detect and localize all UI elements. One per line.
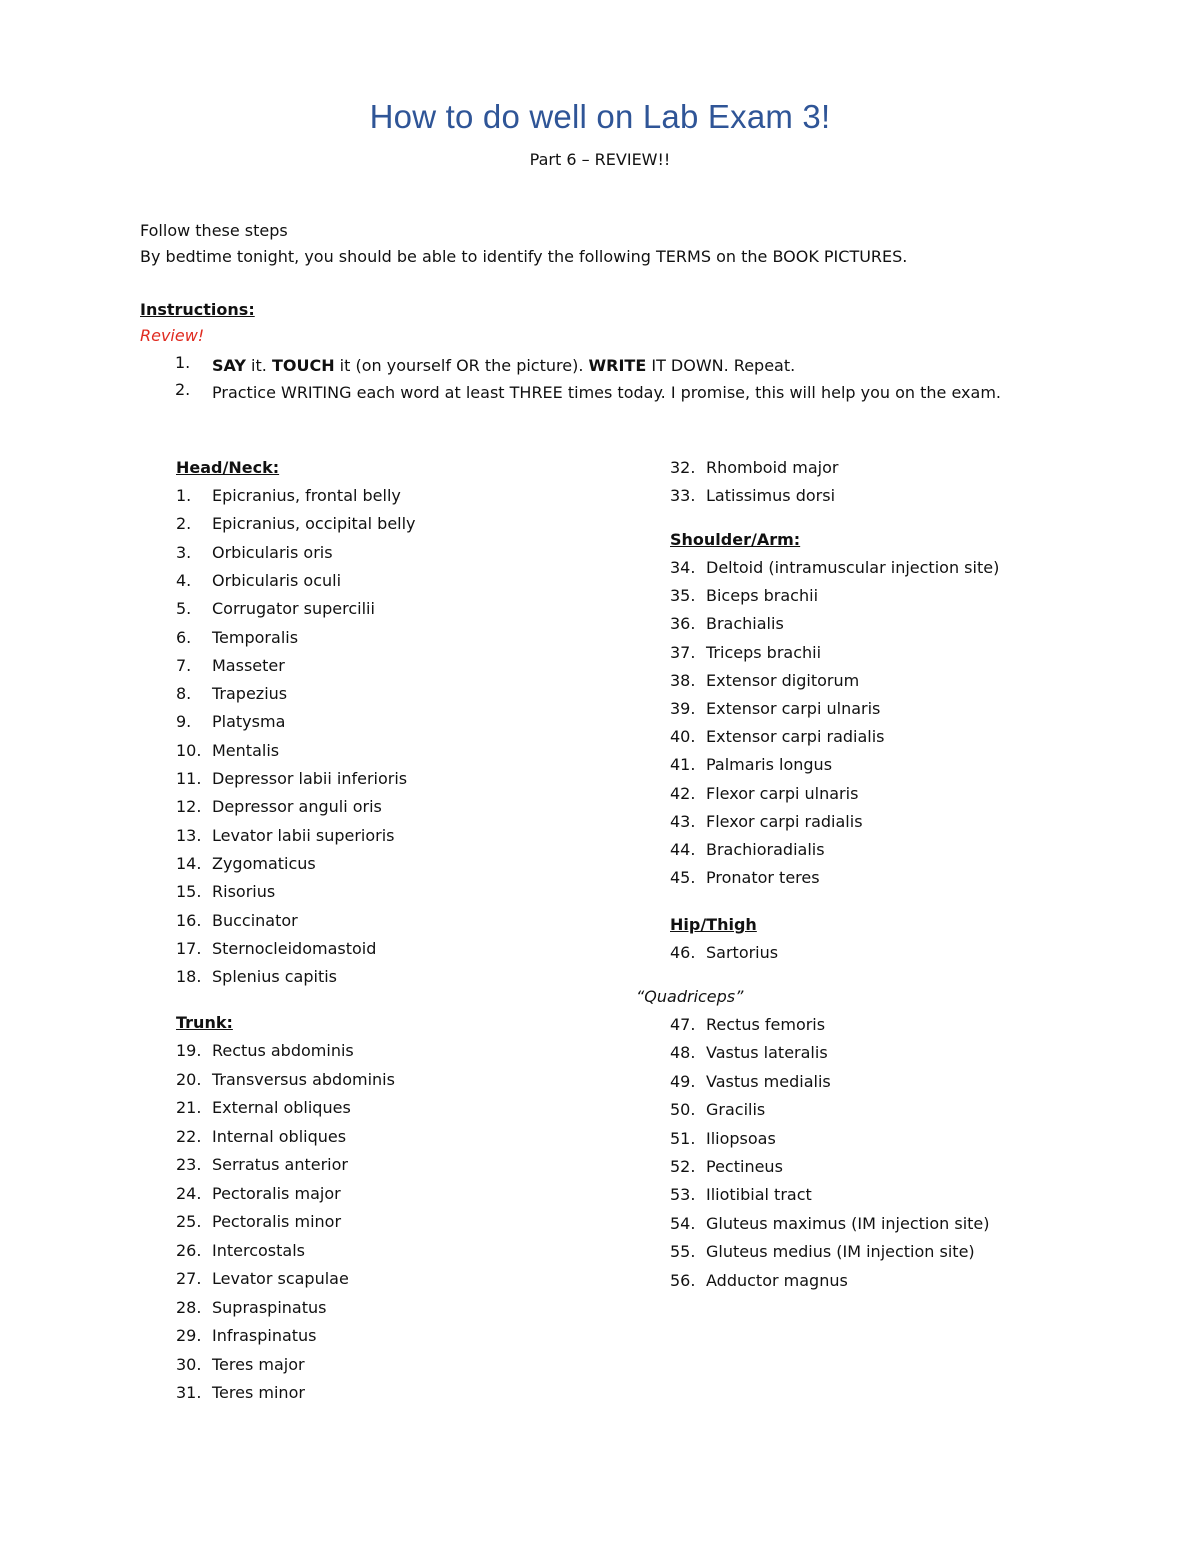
list-item-number: 49. — [670, 1071, 696, 1091]
list-item — [176, 967, 337, 986]
list-item — [670, 868, 820, 887]
list-item — [176, 1184, 341, 1203]
list-item — [176, 769, 407, 788]
list-item-number: 9. — [176, 712, 192, 732]
list-item — [176, 1269, 349, 1288]
list-item-text: Levator labii superioris — [212, 825, 395, 845]
list-item-number: 11. — [176, 769, 202, 788]
instruction-step-number: 1. — [175, 353, 191, 372]
instruction-text-run: IT DOWN. Repeat. — [646, 356, 796, 375]
list-item — [176, 514, 416, 533]
list-item — [176, 826, 395, 845]
list-item — [176, 911, 298, 930]
list-item-number: 52. — [670, 1157, 696, 1176]
list-item-number: 36. — [670, 614, 696, 634]
list-item — [670, 840, 825, 859]
list-item — [176, 684, 287, 703]
list-item-text: Levator scapulae — [212, 1269, 349, 1288]
list-item-text: Gluteus maximus (IM injection site) — [706, 1213, 990, 1233]
list-item-text: Risorius — [212, 882, 276, 902]
instruction-step-text — [212, 353, 1032, 379]
list-item-number: 55. — [670, 1242, 696, 1262]
list-item-text: Deltoid (intramuscular injection site) — [706, 558, 1000, 577]
list-item-number: 10. — [176, 740, 202, 760]
list-item — [176, 797, 382, 816]
list-item-text: Intercostals — [212, 1240, 305, 1260]
list-item-text: Epicranius, frontal belly — [212, 486, 401, 505]
review-label: Review! — [140, 326, 205, 345]
list-item — [176, 1155, 348, 1174]
list-item-text: Sartorius — [706, 943, 779, 962]
list-item — [176, 1127, 346, 1146]
list-item-text: Pronator teres — [706, 868, 820, 888]
list-item-number: 16. — [176, 910, 202, 930]
list-item — [176, 1212, 341, 1231]
instructions-heading: Instructions: — [140, 300, 255, 319]
instruction-step-text — [212, 380, 1032, 406]
list-item-number: 29. — [176, 1326, 202, 1345]
list-item-number: 35. — [670, 586, 696, 606]
intro-line-1: Follow these steps — [140, 221, 288, 240]
list-item — [176, 1241, 305, 1260]
list-item — [176, 628, 298, 647]
list-item — [670, 1271, 848, 1290]
list-item-text: Supraspinatus — [212, 1297, 327, 1317]
instruction-text-run: Practice WRITING each word at least THREE times today. I promise, this will help you on the exam. — [212, 383, 1001, 402]
instruction-text-run: it. — [245, 356, 272, 375]
section-heading: Trunk: — [176, 1013, 233, 1032]
list-item-text: Temporalis — [212, 627, 299, 647]
list-item-text: Extensor carpi radialis — [706, 727, 885, 747]
list-item-text: Pectoralis major — [212, 1183, 341, 1203]
list-item — [176, 1070, 395, 1089]
list-item-text: Internal obliques — [212, 1126, 347, 1146]
page-subtitle: Part 6 – REVIEW!! — [529, 150, 671, 169]
list-item-number: 6. — [176, 627, 192, 647]
list-item-number: 20. — [176, 1069, 202, 1089]
list-item — [670, 1100, 765, 1119]
list-item — [176, 1355, 305, 1374]
list-item-number: 2. — [176, 514, 192, 534]
list-item-number: 24. — [176, 1183, 202, 1203]
list-item-text: Corrugator supercilii — [212, 599, 375, 619]
list-item — [670, 1214, 990, 1233]
list-item-text: Serratus anterior — [212, 1155, 348, 1174]
list-item-text: Infraspinatus — [212, 1326, 317, 1345]
list-item-text: Transversus abdominis — [212, 1069, 395, 1089]
list-item — [670, 614, 784, 633]
list-item — [176, 543, 333, 562]
list-item — [670, 1157, 783, 1176]
list-item-text: Brachioradialis — [706, 840, 825, 859]
list-item-text: Biceps brachii — [706, 586, 819, 606]
list-item-number: 39. — [670, 699, 696, 718]
section-heading: “Quadriceps” — [636, 987, 744, 1006]
instruction-text-run: SAY — [212, 356, 246, 375]
list-item-number: 32. — [670, 458, 696, 477]
list-item-text: Flexor carpi ulnaris — [706, 783, 859, 803]
list-item-number: 26. — [176, 1240, 202, 1260]
list-item — [176, 712, 285, 731]
list-item — [176, 1041, 354, 1060]
list-item-text: Pectoralis minor — [212, 1212, 342, 1231]
section-heading: Hip/Thigh — [670, 915, 757, 934]
list-item-text: Depressor anguli oris — [212, 797, 382, 817]
list-item-number: 17. — [176, 938, 202, 958]
list-item — [176, 599, 375, 618]
instruction-text-run: WRITE — [588, 356, 647, 375]
list-item — [176, 1098, 351, 1117]
list-item-text: Platysma — [212, 712, 286, 732]
list-item-number: 15. — [176, 882, 202, 902]
list-item-number: 30. — [176, 1354, 202, 1374]
page-title: How to do well on Lab Exam 3! — [369, 98, 831, 135]
list-item-number: 42. — [670, 783, 696, 803]
list-item-number: 38. — [670, 670, 696, 690]
list-item-text: Teres minor — [212, 1383, 305, 1402]
list-item-text: Teres major — [212, 1354, 305, 1374]
instruction-step-number: 2. — [175, 380, 191, 399]
list-item-text: Triceps brachii — [706, 642, 822, 662]
list-item-text: Gluteus medius (IM injection site) — [706, 1242, 975, 1262]
list-item-number: 37. — [670, 642, 696, 662]
list-item — [670, 1015, 825, 1034]
list-item-text: Buccinator — [212, 910, 298, 930]
list-item — [670, 486, 835, 505]
list-item-text: Flexor carpi radialis — [706, 811, 863, 831]
list-item — [176, 741, 279, 760]
list-item — [670, 458, 838, 477]
list-item — [670, 671, 859, 690]
list-item-number: 23. — [176, 1155, 202, 1174]
list-item — [670, 812, 863, 831]
list-item-number: 34. — [670, 558, 696, 577]
list-item — [670, 1072, 831, 1091]
list-item-number: 4. — [176, 570, 192, 590]
list-item — [176, 1326, 317, 1345]
list-item-text: Sternocleidomastoid — [212, 938, 377, 958]
list-item — [670, 558, 999, 577]
list-item-number: 47. — [670, 1015, 696, 1034]
list-item-number: 56. — [670, 1270, 696, 1290]
list-item-text: Zygomaticus — [212, 853, 316, 873]
list-item-text: Masseter — [212, 655, 285, 675]
list-item — [670, 643, 821, 662]
list-item — [176, 854, 316, 873]
list-item-number: 25. — [176, 1212, 202, 1231]
list-item-text: Splenius capitis — [212, 967, 338, 987]
list-item — [670, 1043, 828, 1062]
list-item-number: 1. — [176, 486, 192, 505]
list-item-number: 41. — [670, 755, 696, 775]
list-item-number: 31. — [176, 1383, 202, 1402]
list-item — [176, 939, 376, 958]
list-item-text: Rectus femoris — [706, 1015, 826, 1034]
list-item — [670, 699, 880, 718]
list-item-text: Vastus medialis — [706, 1071, 831, 1091]
list-item-number: 5. — [176, 599, 192, 619]
list-item-number: 43. — [670, 811, 696, 831]
list-item-text: Mentalis — [212, 740, 280, 760]
list-item-text: Extensor carpi ulnaris — [706, 699, 881, 718]
list-item-number: 33. — [670, 486, 696, 505]
list-item — [670, 1129, 776, 1148]
list-item-text: Trapezius — [212, 684, 288, 704]
list-item-text: Adductor magnus — [706, 1270, 848, 1290]
list-item — [670, 727, 885, 746]
list-item-number: 19. — [176, 1041, 202, 1060]
list-item-text: Orbicularis oris — [212, 542, 333, 562]
list-item-number: 22. — [176, 1126, 202, 1146]
instruction-text-run: TOUCH — [271, 356, 335, 375]
list-item-text: Latissimus dorsi — [706, 486, 836, 505]
list-item-number: 21. — [176, 1098, 202, 1117]
list-item-text: Iliotibial tract — [706, 1185, 812, 1205]
list-item-number: 51. — [670, 1128, 696, 1148]
list-item — [670, 586, 818, 605]
list-item-number: 7. — [176, 655, 192, 675]
list-item-number: 18. — [176, 967, 202, 987]
section-heading: Head/Neck: — [176, 458, 280, 477]
list-item-number: 12. — [176, 797, 202, 817]
list-item-number: 13. — [176, 825, 202, 845]
list-item-text: Extensor digitorum — [706, 670, 860, 690]
list-item-number: 8. — [176, 684, 192, 704]
list-item — [176, 882, 275, 901]
list-item — [176, 1383, 305, 1402]
list-item-text: Palmaris longus — [706, 755, 833, 775]
list-item — [670, 755, 832, 774]
instruction-text-run: it (on yourself OR the picture). — [334, 356, 589, 375]
list-item-number: 53. — [670, 1185, 696, 1205]
list-item-number: 28. — [176, 1297, 202, 1317]
list-item — [670, 943, 778, 962]
list-item-number: 14. — [176, 853, 202, 873]
list-item-text: Pectineus — [706, 1157, 783, 1176]
list-item-number: 40. — [670, 727, 696, 747]
list-item — [176, 656, 285, 675]
list-item-text: Vastus lateralis — [706, 1043, 828, 1063]
list-item-number: 48. — [670, 1043, 696, 1063]
list-item — [176, 571, 341, 590]
list-item — [670, 1242, 975, 1261]
list-item-number: 54. — [670, 1213, 696, 1233]
list-item-number: 44. — [670, 840, 696, 859]
list-item — [670, 1185, 812, 1204]
list-item — [176, 486, 401, 505]
list-item — [176, 1298, 326, 1317]
list-item-text: Epicranius, occipital belly — [212, 514, 416, 534]
list-item-text: Gracilis — [706, 1100, 766, 1120]
list-item-number: 46. — [670, 943, 696, 962]
list-item-text: Rectus abdominis — [212, 1041, 354, 1060]
intro-line-2: By bedtime tonight, you should be able to identify the following TERMS on the BOOK PICTURES. — [140, 247, 908, 266]
list-item-text: External obliques — [212, 1098, 351, 1117]
list-item-number: 3. — [176, 542, 192, 562]
list-item-number: 27. — [176, 1269, 202, 1288]
list-item-text: Iliopsoas — [706, 1128, 776, 1148]
list-item-text: Orbicularis oculi — [212, 570, 342, 590]
list-item-text: Rhomboid major — [706, 458, 839, 477]
list-item-text: Brachialis — [706, 614, 784, 634]
section-heading: Shoulder/Arm: — [670, 530, 801, 549]
list-item-text: Depressor labii inferioris — [212, 769, 408, 788]
list-item-number: 45. — [670, 868, 696, 888]
list-item — [670, 784, 858, 803]
list-item-number: 50. — [670, 1100, 696, 1120]
